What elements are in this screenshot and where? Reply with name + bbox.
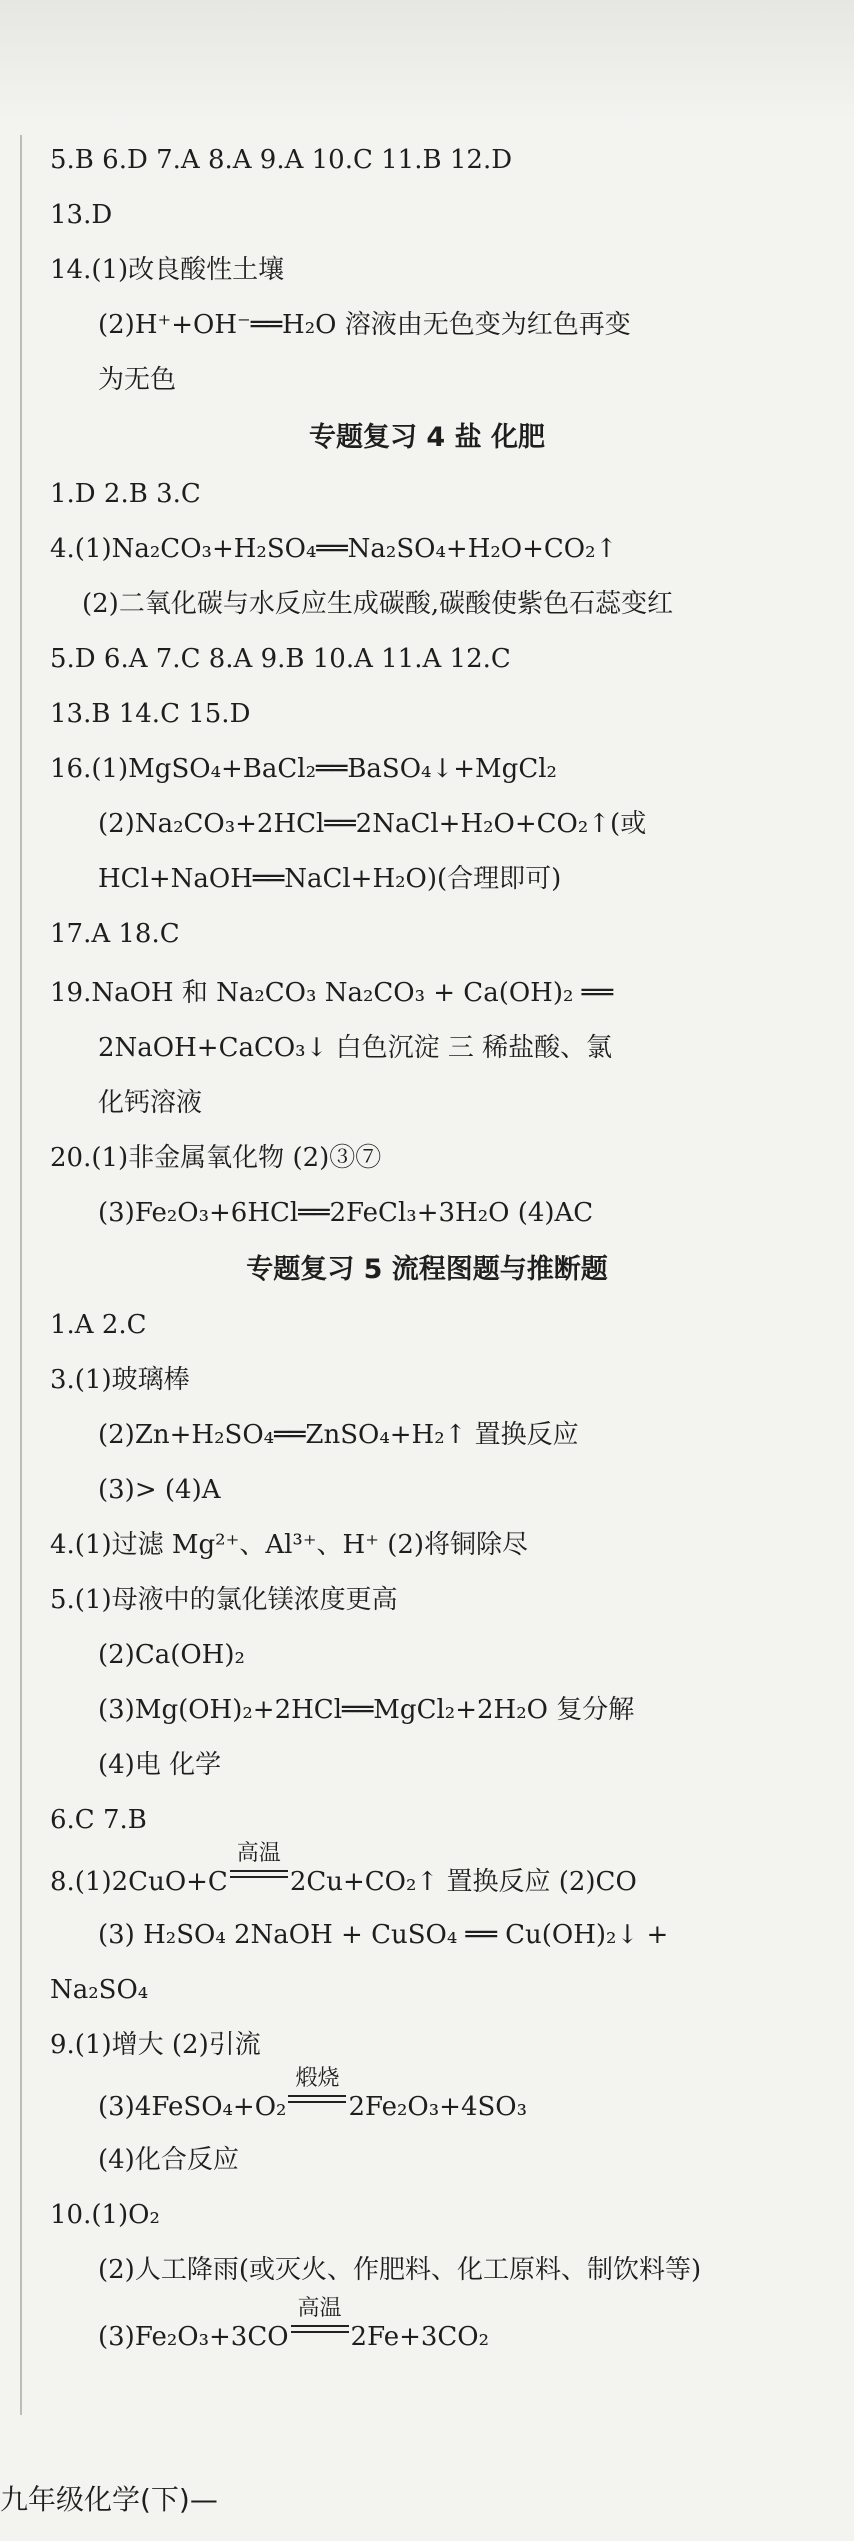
equation-left: 8.(1)2CuO+C — [50, 1867, 228, 1897]
answer-line: (2)Ca(OH)₂ — [98, 1640, 245, 1670]
answer-line: (4)电 化学 — [98, 1750, 222, 1780]
answer-line: (2)人工降雨(或灭火、作肥料、化工原料、制饮料等) — [98, 2255, 702, 2285]
answer-line: 1.A 2.C — [50, 1310, 147, 1340]
answer-line: (2)二氧化碳与水反应生成碳酸,碳酸使紫色石蕊变红 — [82, 589, 674, 619]
equals-sign — [288, 2095, 346, 2103]
answer-line: 13.D — [50, 200, 113, 230]
answer-line: (3)> (4)A — [98, 1475, 221, 1505]
answer-line: (4)化合反应 — [98, 2145, 239, 2175]
answer-line: (2)H⁺+OH⁻══H₂O 溶液由无色变为红色再变 — [98, 310, 631, 340]
answer-line: 14.(1)改良酸性土壤 — [50, 255, 285, 285]
answer-line: 17.A 18.C — [50, 919, 180, 949]
answer-line: (2)Zn+H₂SO₄══ZnSO₄+H₂↑ 置换反应 — [98, 1420, 579, 1450]
page-top-shadow — [0, 0, 854, 120]
answer-line: 20.(1)非金属氧化物 (2)③⑦ — [50, 1143, 382, 1173]
equation-left: (3)4FeSO₄+O₂ — [98, 2092, 287, 2122]
section-title-4: 专题复习 4 盐 化肥 — [309, 422, 545, 453]
reaction-condition — [289, 2296, 351, 2347]
answer-line: 2NaOH+CaCO₃↓ 白色沉淀 三 稀盐酸、氯 — [98, 1033, 613, 1063]
equation-right: 2Fe+3CO₂ — [350, 2322, 490, 2352]
answer-line: 19.NaOH 和 Na₂CO₃ Na₂CO₃ + Ca(OH)₂ ══ — [50, 978, 613, 1008]
section-title-5: 专题复习 5 流程图题与推断题 — [246, 1254, 608, 1285]
reaction-condition — [228, 1841, 290, 1892]
answer-line: 9.(1)增大 (2)引流 — [50, 2030, 261, 2060]
answer-line: 13.B 14.C 15.D — [50, 699, 251, 729]
equation-left: (3)Fe₂O₃+3CO — [98, 2322, 289, 2352]
answer-line: (2)Na₂CO₃+2HCl══2NaCl+H₂O+CO₂↑(或 — [98, 809, 647, 839]
reaction-condition — [286, 2066, 348, 2117]
answer-line: 6.C 7.B — [50, 1805, 147, 1835]
answer-line: 5.(1)母液中的氯化镁浓度更高 — [50, 1585, 398, 1615]
condition-text: 煅烧 — [295, 2066, 340, 2091]
answer-line: 1.D 2.B 3.C — [50, 479, 201, 509]
answer-line-with-condition — [98, 2296, 854, 2355]
answer-line: 4.(1)Na₂CO₃+H₂SO₄══Na₂SO₄+H₂O+CO₂↑ — [50, 534, 618, 564]
answer-line: HCl+NaOH══NaCl+H₂O)(合理即可) — [98, 864, 562, 894]
condition-text: 高温 — [297, 2296, 342, 2321]
answer-line: 5.B 6.D 7.A 8.A 9.A 10.C 11.B 12.D — [50, 145, 513, 175]
answer-line-with-condition — [98, 2066, 854, 2125]
answer-line: 5.D 6.A 7.C 8.A 9.B 10.A 11.A 12.C — [50, 644, 511, 674]
equals-sign — [291, 2325, 349, 2333]
answer-line: 3.(1)玻璃棒 — [50, 1365, 190, 1395]
equals-sign — [230, 1870, 288, 1878]
answer-line: (3) H₂SO₄ 2NaOH + CuSO₄ ══ Cu(OH)₂↓ + — [98, 1920, 669, 1950]
answer-line: 10.(1)O₂ — [50, 2200, 160, 2230]
answer-line: 4.(1)过滤 Mg²⁺、Al³⁺、H⁺ (2)将铜除尽 — [50, 1530, 529, 1560]
answer-line: 为无色 — [98, 365, 177, 395]
page-footer: 九年级化学(下)— — [0, 2483, 218, 2516]
equation-right: 2Fe₂O₃+4SO₃ — [348, 2092, 528, 2122]
answer-line: 16.(1)MgSO₄+BaCl₂══BaSO₄↓+MgCl₂ — [50, 754, 557, 784]
equation-right: 2Cu+CO₂↑ 置换反应 (2)CO — [289, 1867, 637, 1897]
answer-line: Na₂SO₄ — [50, 1975, 149, 2005]
answer-line: 化钙溶液 — [98, 1088, 203, 1118]
answer-line-with-condition — [50, 1841, 810, 1900]
answer-line: (3)Fe₂O₃+6HCl══2FeCl₃+3H₂O (4)AC — [98, 1198, 594, 1228]
answer-line: (3)Mg(OH)₂+2HCl══MgCl₂+2H₂O 复分解 — [98, 1695, 635, 1725]
condition-text: 高温 — [236, 1841, 281, 1866]
